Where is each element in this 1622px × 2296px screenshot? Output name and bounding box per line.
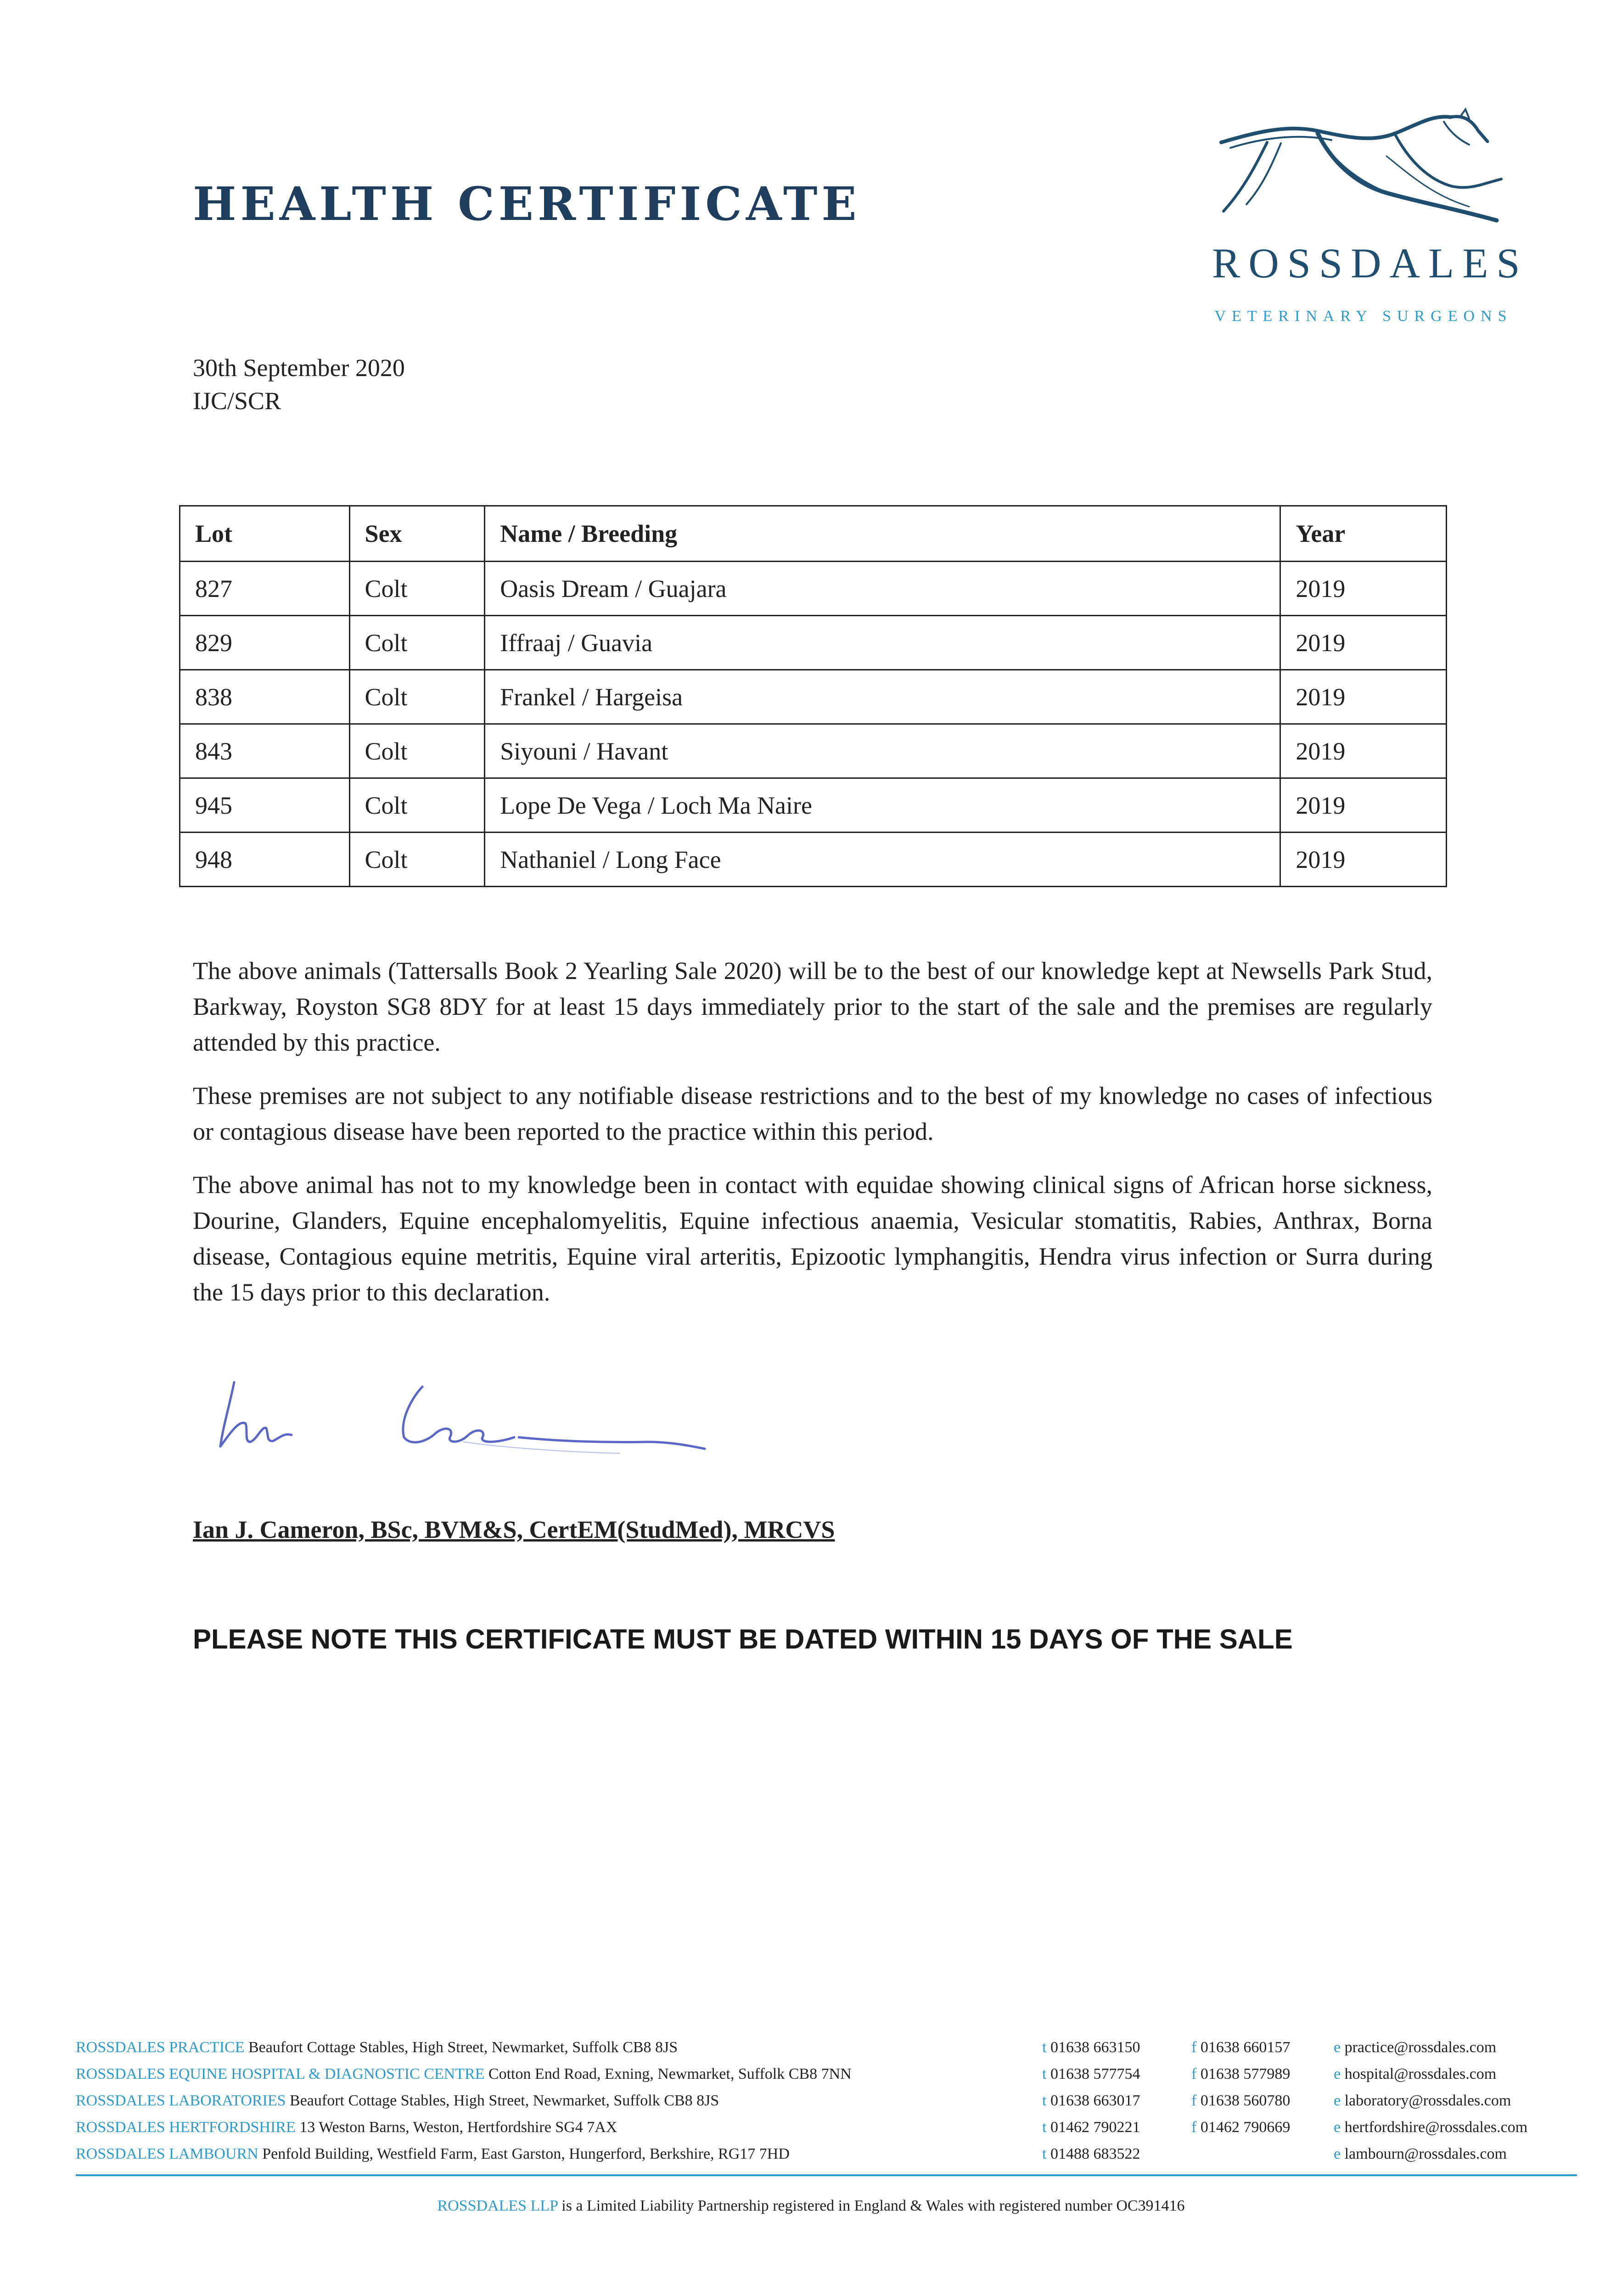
sex-cell: Colt <box>349 670 485 724</box>
footer-office-address: Beaufort Cottage Stables, High Street, Newmarket, Suffolk CB8 8JS <box>286 2092 719 2109</box>
legal-entity-name: ROSSDALES LLP <box>437 2197 558 2214</box>
sex-cell: Colt <box>349 833 485 887</box>
footer-email: hertfordshire@rossdales.com <box>1344 2119 1528 2136</box>
footer-tel-label: t <box>1042 2039 1047 2056</box>
footer-fax: 01462 790669 <box>1200 2119 1291 2136</box>
footer-fax-label: f <box>1191 2119 1197 2136</box>
footer-office-name: ROSSDALES HERTFORDSHIRE <box>76 2119 296 2136</box>
footer-email-label: e <box>1334 2092 1341 2109</box>
footer-email: hospital@rossdales.com <box>1344 2065 1497 2082</box>
footer-email: laboratory@rossdales.com <box>1344 2092 1511 2109</box>
document-meta <box>193 351 405 417</box>
handwritten-signature-icon <box>207 1368 735 1479</box>
column-header-lot: Lot <box>180 506 350 562</box>
table-row <box>180 833 1447 887</box>
footer-fax: 01638 560780 <box>1200 2092 1291 2109</box>
reference-code: IJC/SCR <box>193 387 281 415</box>
breeding-cell: Lope De Vega / Loch Ma Naire <box>485 778 1280 833</box>
footer-row-practice <box>76 2039 1591 2065</box>
footer-office-name: ROSSDALES EQUINE HOSPITAL & DIAGNOSTIC CENTRE <box>76 2065 485 2082</box>
page-title: HEALTH CERTIFICATE <box>193 177 861 231</box>
footer-office-address: 13 Weston Barns, Weston, Hertfordshire SG4 7AX <box>295 2119 617 2136</box>
brand-subtitle: VETERINARY SURGEONS <box>1214 308 1513 325</box>
footer-tel-label: t <box>1042 2065 1047 2082</box>
footer-email: practice@rossdales.com <box>1344 2039 1497 2056</box>
sex-cell: Colt <box>349 778 485 833</box>
footer-tel: 01638 663150 <box>1050 2039 1140 2056</box>
galloping-horse-logo-icon <box>1212 106 1515 239</box>
footer-email-label: e <box>1334 2145 1341 2162</box>
footer-row-laboratories <box>76 2092 1591 2119</box>
sex-cell: Colt <box>349 562 485 616</box>
lot-cell: 827 <box>180 562 350 616</box>
table-row <box>180 670 1447 724</box>
body-paragraph-diseases: The above animal has not to my knowledge been in contact with equidae showing clinical signs of African horse sickness, Dourine, Glanders, Equine encephalomyelitis, Equine infectious anaemia, Vesicular stomatitis, Rabies, Anthrax, Borna disease, Contagious equine metritis, Equine viral arteritis, Epizootic lymphangitis, Hendra virus infection or Surra during the 15 days prior to this declaration. <box>193 1171 1432 1306</box>
table-row <box>180 778 1447 833</box>
breeding-cell: Oasis Dream / Guajara <box>485 562 1280 616</box>
sex-cell: Colt <box>349 724 485 778</box>
rossdales-logo <box>1212 106 1528 335</box>
footer-fax: 01638 660157 <box>1200 2039 1291 2056</box>
column-header-year: Year <box>1280 506 1447 562</box>
lots-table <box>179 505 1447 887</box>
column-header-name-breeding: Name / Breeding <box>485 506 1280 562</box>
table-row <box>180 616 1447 670</box>
signature-area <box>207 1368 735 1479</box>
footer-office-address: Penfold Building, Westfield Farm, East Garston, Hungerford, Berkshire, RG17 7HD <box>258 2145 790 2162</box>
footer-email: lambourn@rossdales.com <box>1344 2145 1507 2162</box>
sex-cell: Colt <box>349 616 485 670</box>
breeding-cell: Siyouni / Havant <box>485 724 1280 778</box>
year-cell: 2019 <box>1280 562 1447 616</box>
footer-email-label: e <box>1334 2119 1341 2136</box>
signer-name: Ian J. Cameron, BSc, BVM&S, CertEM(StudMed), MRCVS <box>193 1516 835 1543</box>
year-cell: 2019 <box>1280 833 1447 887</box>
footer-office-name: ROSSDALES PRACTICE <box>76 2039 245 2056</box>
body-paragraph-premises: The above animals (Tattersalls Book 2 Yearling Sale 2020) will be to the best of our knowledge kept at Newsells Park Stud, Barkway, Royston SG8 8DY for at least 15 days immediately prior to the start of the sale and the premises are regularly attended by this practice. <box>193 957 1432 1056</box>
legal-notice <box>0 2197 1622 2215</box>
footer-contacts <box>76 2039 1591 2172</box>
footer-fax: 01638 577989 <box>1200 2065 1291 2082</box>
lot-cell: 945 <box>180 778 350 833</box>
brand-name: ROSSDALES <box>1212 240 1528 287</box>
footer-office-name: ROSSDALES LABORATORIES <box>76 2092 286 2109</box>
year-cell: 2019 <box>1280 724 1447 778</box>
footer-tel-label: t <box>1042 2119 1047 2136</box>
legal-registration-text: is a Limited Liability Partnership registered in England & Wales with registered number OC391416 <box>557 2197 1185 2214</box>
certificate-date: 30th September 2020 <box>193 354 405 382</box>
lot-cell: 829 <box>180 616 350 670</box>
year-cell: 2019 <box>1280 778 1447 833</box>
lot-cell: 843 <box>180 724 350 778</box>
lot-cell: 948 <box>180 833 350 887</box>
breeding-cell: Iffraaj / Guavia <box>485 616 1280 670</box>
table-header-row <box>180 506 1447 562</box>
table-row <box>180 724 1447 778</box>
footer-email-label: e <box>1334 2039 1341 2056</box>
footer-office-name: ROSSDALES LAMBOURN <box>76 2145 258 2162</box>
lot-cell: 838 <box>180 670 350 724</box>
footer-row-hospital <box>76 2065 1591 2092</box>
certificate-body <box>193 953 1432 1328</box>
footer-office-address: Beaufort Cottage Stables, High Street, Newmarket, Suffolk CB8 8JS <box>244 2039 678 2056</box>
footer-tel: 01638 663017 <box>1050 2092 1140 2109</box>
footer-office-address: Cotton End Road, Exning, Newmarket, Suffolk CB8 7NN <box>484 2065 852 2082</box>
footer-tel: 01488 683522 <box>1050 2145 1140 2162</box>
body-paragraph-restrictions: These premises are not subject to any notifiable disease restrictions and to the best of my knowledge no cases of infectious or contagious disease have been reported to the practice within this period. <box>193 1082 1432 1145</box>
year-cell: 2019 <box>1280 616 1447 670</box>
column-header-sex: Sex <box>349 506 485 562</box>
dating-notice: PLEASE NOTE THIS CERTIFICATE MUST BE DATED WITHIN 15 DAYS OF THE SALE <box>193 1624 1293 1654</box>
footer-row-hertfordshire <box>76 2119 1591 2145</box>
footer-tel-label: t <box>1042 2145 1047 2162</box>
breeding-cell: Nathaniel / Long Face <box>485 833 1280 887</box>
table-row <box>180 562 1447 616</box>
footer-fax-label: f <box>1191 2092 1197 2109</box>
breeding-cell: Frankel / Hargeisa <box>485 670 1280 724</box>
footer-fax-label: f <box>1191 2065 1197 2082</box>
footer-tel-label: t <box>1042 2092 1047 2109</box>
footer-tel: 01462 790221 <box>1050 2119 1140 2136</box>
footer-row-lambourn <box>76 2145 1591 2172</box>
footer-email-label: e <box>1334 2065 1341 2082</box>
footer-tel: 01638 577754 <box>1050 2065 1140 2082</box>
footer-divider <box>76 2174 1577 2176</box>
year-cell: 2019 <box>1280 670 1447 724</box>
footer-fax-label: f <box>1191 2039 1197 2056</box>
